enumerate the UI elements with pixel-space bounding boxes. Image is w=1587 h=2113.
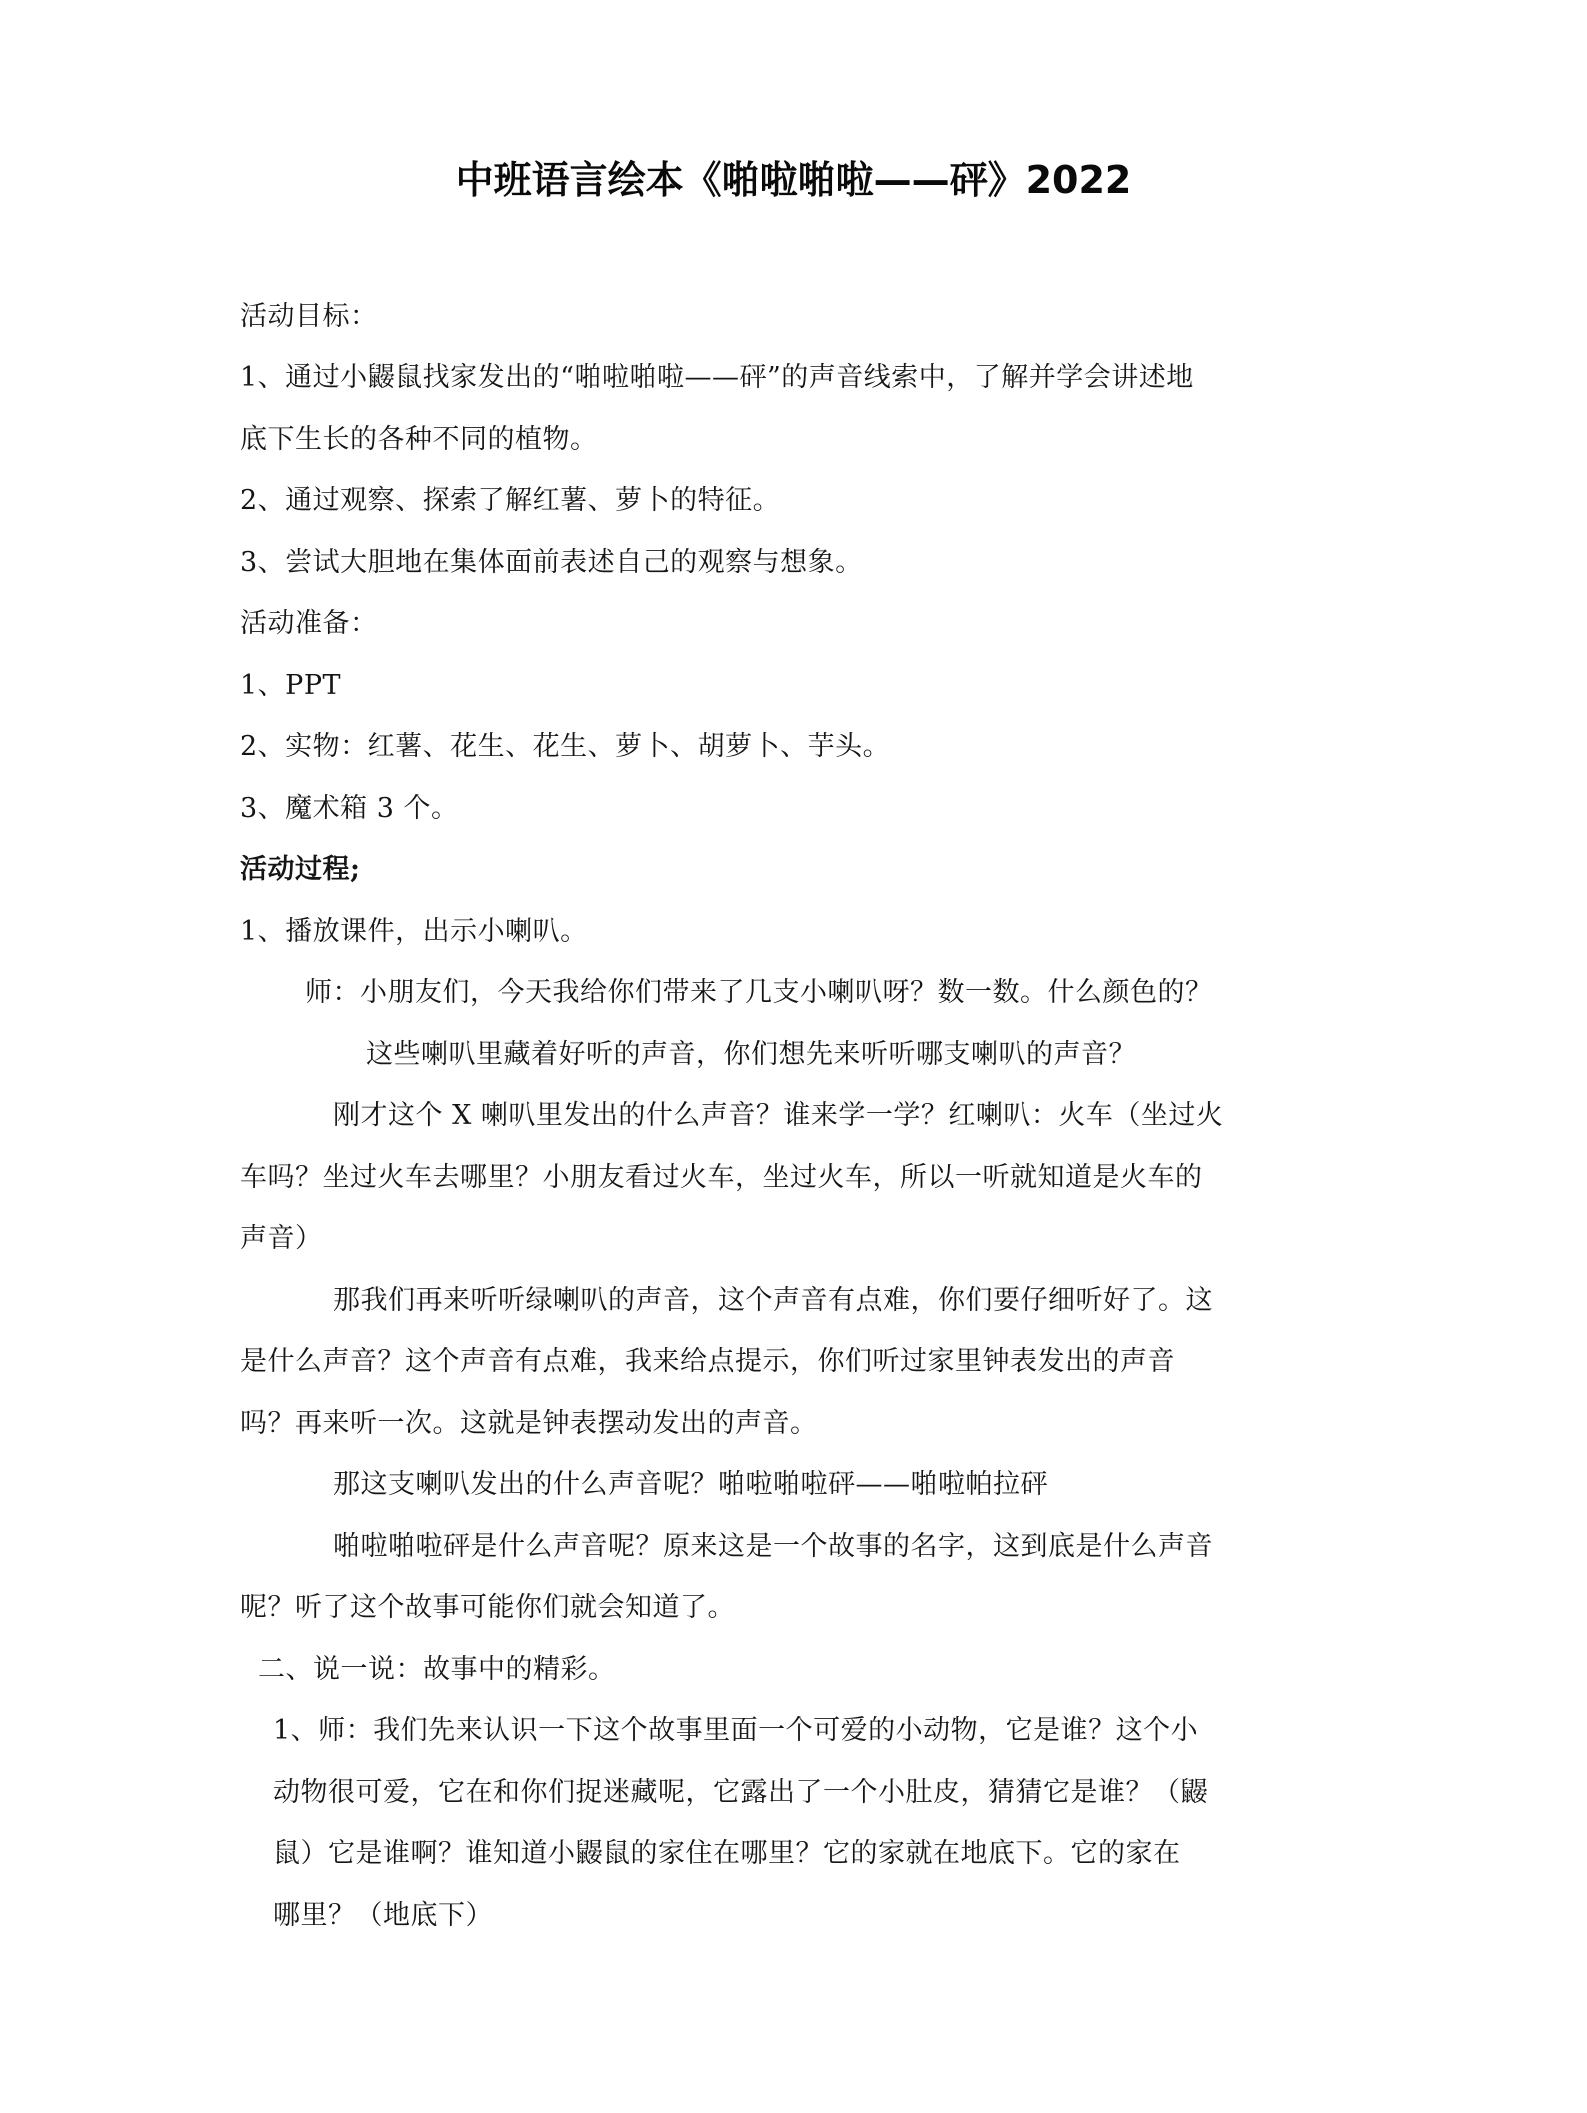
text-line: 动物很可爱，它在和你们捉迷藏呢，它露出了一个小肚皮，猜猜它是谁？（鼹 [273, 1777, 1208, 1808]
text-line: 3、尝试大胆地在集体面前表述自己的观察与想象。 [240, 547, 863, 578]
document-title: 中班语言绘本《啪啦啪啦——砰》2022 [455, 158, 1132, 202]
text-line: 师：小朋友们，今天我给你们带来了几支小喇叭呀？数一数。什么颜色的？ [305, 977, 1213, 1008]
text-line: 刚才这个 X 喇叭里发出的什么声音？谁来学一学？红喇叭：火车（坐过火 [333, 1100, 1224, 1131]
text-line: 活动过程; [240, 854, 361, 885]
text-line: 啪啦啪啦砰是什么声音呢？原来这是一个故事的名字，这到底是什么声音 [333, 1531, 1213, 1562]
text-line: 那我们再来听听绿喇叭的声音，这个声音有点难，你们要仔细听好了。这 [333, 1285, 1213, 1316]
text-line: 1、PPT [240, 670, 342, 701]
text-line: 活动准备： [240, 608, 378, 639]
text-line: 是什么声音？这个声音有点难，我来给点提示，你们听过家里钟表发出的声音 [240, 1346, 1175, 1377]
text-line: 底下生长的各种不同的植物。 [240, 424, 598, 455]
text-line: 车吗？坐过火车去哪里？小朋友看过火车，坐过火车，所以一听就知道是火车的 [240, 1162, 1203, 1193]
text-line: 2、实物：红薯、花生、花生、萝卜、胡萝卜、芋头。 [240, 731, 891, 762]
text-line: 那这支喇叭发出的什么声音呢？啪啦啪啦砰——啪啦帕拉砰 [333, 1469, 1048, 1500]
text-line: 声音） [240, 1223, 323, 1254]
text-line: 1、通过小鼹鼠找家发出的“啪啦啪啦——砰”的声音线索中，了解并学会讲述地 [240, 362, 1194, 393]
text-line: 活动目标： [240, 301, 378, 332]
text-line: 鼠）它是谁啊？谁知道小鼹鼠的家住在哪里？它的家就在地底下。它的家在 [273, 1838, 1181, 1869]
text-line: 呢？听了这个故事可能你们就会知道了。 [240, 1592, 735, 1623]
text-line: 2、通过观察、探索了解红薯、萝卜的特征。 [240, 485, 781, 516]
text-line: 3、魔术箱 3 个。 [240, 793, 459, 824]
text-line: 1、播放课件，出示小喇叭。 [240, 916, 588, 947]
text-line: 吗？再来听一次。这就是钟表摆动发出的声音。 [240, 1408, 818, 1439]
text-line: 1、师：我们先来认识一下这个故事里面一个可爱的小动物，它是谁？这个小 [273, 1715, 1199, 1746]
text-line: 这些喇叭里藏着好听的声音，你们想先来听听哪支喇叭的声音？ [366, 1039, 1136, 1070]
text-line: 哪里？（地底下） [273, 1900, 493, 1931]
text-line: 二、说一说：故事中的精彩。 [258, 1654, 616, 1685]
